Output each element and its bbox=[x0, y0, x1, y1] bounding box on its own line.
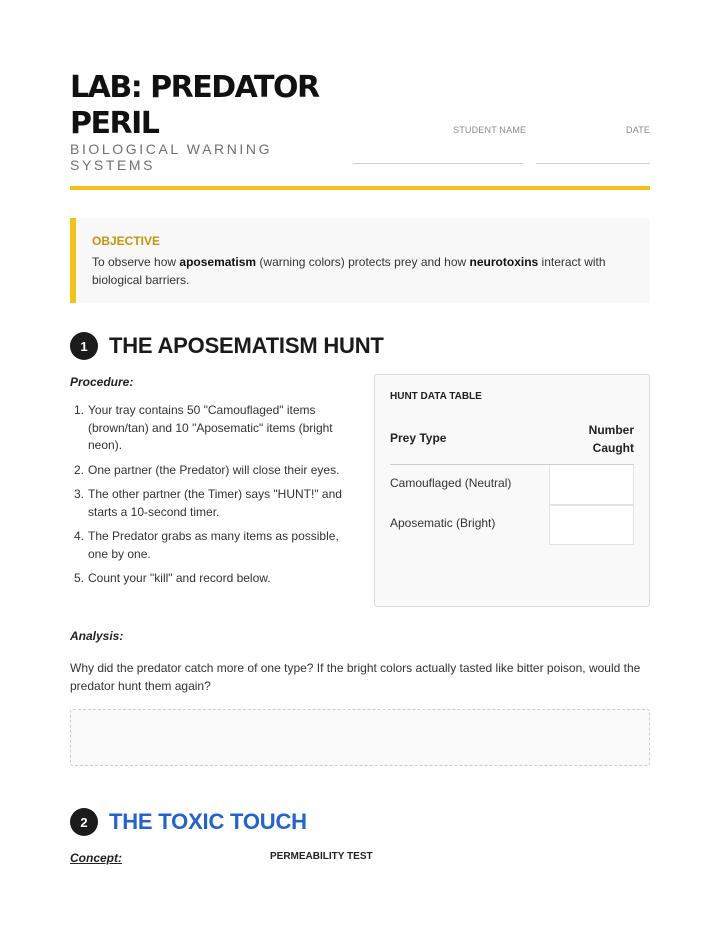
row-label-camouflaged: Camouflaged (Neutral) bbox=[390, 476, 512, 490]
worksheet-header bbox=[70, 70, 650, 190]
date-field[interactable] bbox=[536, 163, 650, 164]
section-title: THE APOSEMATISM HUNT bbox=[109, 333, 384, 358]
procedure-label: Procedure: bbox=[70, 375, 134, 389]
page-title: LAB: PREDATOR PERIL bbox=[70, 70, 319, 141]
objective-label: OBJECTIVE bbox=[92, 234, 161, 248]
page-subtitle: BIOLOGICAL WARNING SYSTEMS bbox=[70, 141, 273, 173]
term-aposematism: aposematism bbox=[179, 255, 257, 269]
permeability-test-label: PERMEABILITY TEST bbox=[270, 851, 373, 862]
hunt-data-table bbox=[374, 374, 650, 607]
procedure-step: 4. The Predator grabs as many items as possible, one by one. bbox=[74, 529, 339, 561]
date-label: DATE bbox=[626, 125, 651, 135]
row-label-aposematic: Aposematic (Bright) bbox=[390, 516, 496, 530]
column-header-number-caught: Number Caught bbox=[588, 423, 634, 455]
section-title: THE TOXIC TOUCH bbox=[109, 809, 307, 834]
procedure-step: 3. The other partner (the Timer) says "HUNT!" and starts a 10-second timer. bbox=[74, 487, 342, 519]
column-header-prey-type: Prey Type bbox=[390, 431, 447, 445]
procedure-step: 2. One partner (the Predator) will close their eyes. bbox=[74, 462, 340, 477]
objective-callout bbox=[70, 218, 650, 303]
concept-label: Concept: bbox=[70, 851, 122, 865]
table-title: HUNT DATA TABLE bbox=[390, 391, 482, 402]
student-name-field[interactable] bbox=[353, 163, 523, 164]
section-2-heading bbox=[70, 808, 307, 836]
input-aposematic-count[interactable] bbox=[549, 505, 634, 545]
section-number-badge: 1 bbox=[70, 332, 98, 360]
student-name-label: STUDENT NAME bbox=[453, 125, 527, 135]
objective-text: To observe how aposematism (warning colors) protects prey and how neurotoxins interact with biological barriers. bbox=[92, 255, 606, 287]
analysis-answer-box[interactable] bbox=[70, 709, 650, 766]
analysis-question: Why did the predator catch more of one type? If the bright colors actually tasted like bitter poison, would the predator hunt them again? bbox=[70, 661, 641, 693]
header-divider bbox=[70, 186, 650, 190]
procedure-step: 5. Count your "kill" and record below. bbox=[74, 571, 271, 585]
analysis-label: Analysis: bbox=[70, 629, 124, 643]
section-number-badge: 2 bbox=[70, 808, 98, 836]
term-neurotoxins: neurotoxins bbox=[469, 255, 539, 269]
section-1-heading bbox=[70, 332, 384, 360]
input-camouflaged-count[interactable] bbox=[549, 465, 634, 505]
procedure-step: 1. Your tray contains 50 "Camouflaged" items (brown/tan) and 10 "Aposematic" items (bright neon). bbox=[74, 403, 333, 452]
procedure-list bbox=[70, 402, 355, 595]
